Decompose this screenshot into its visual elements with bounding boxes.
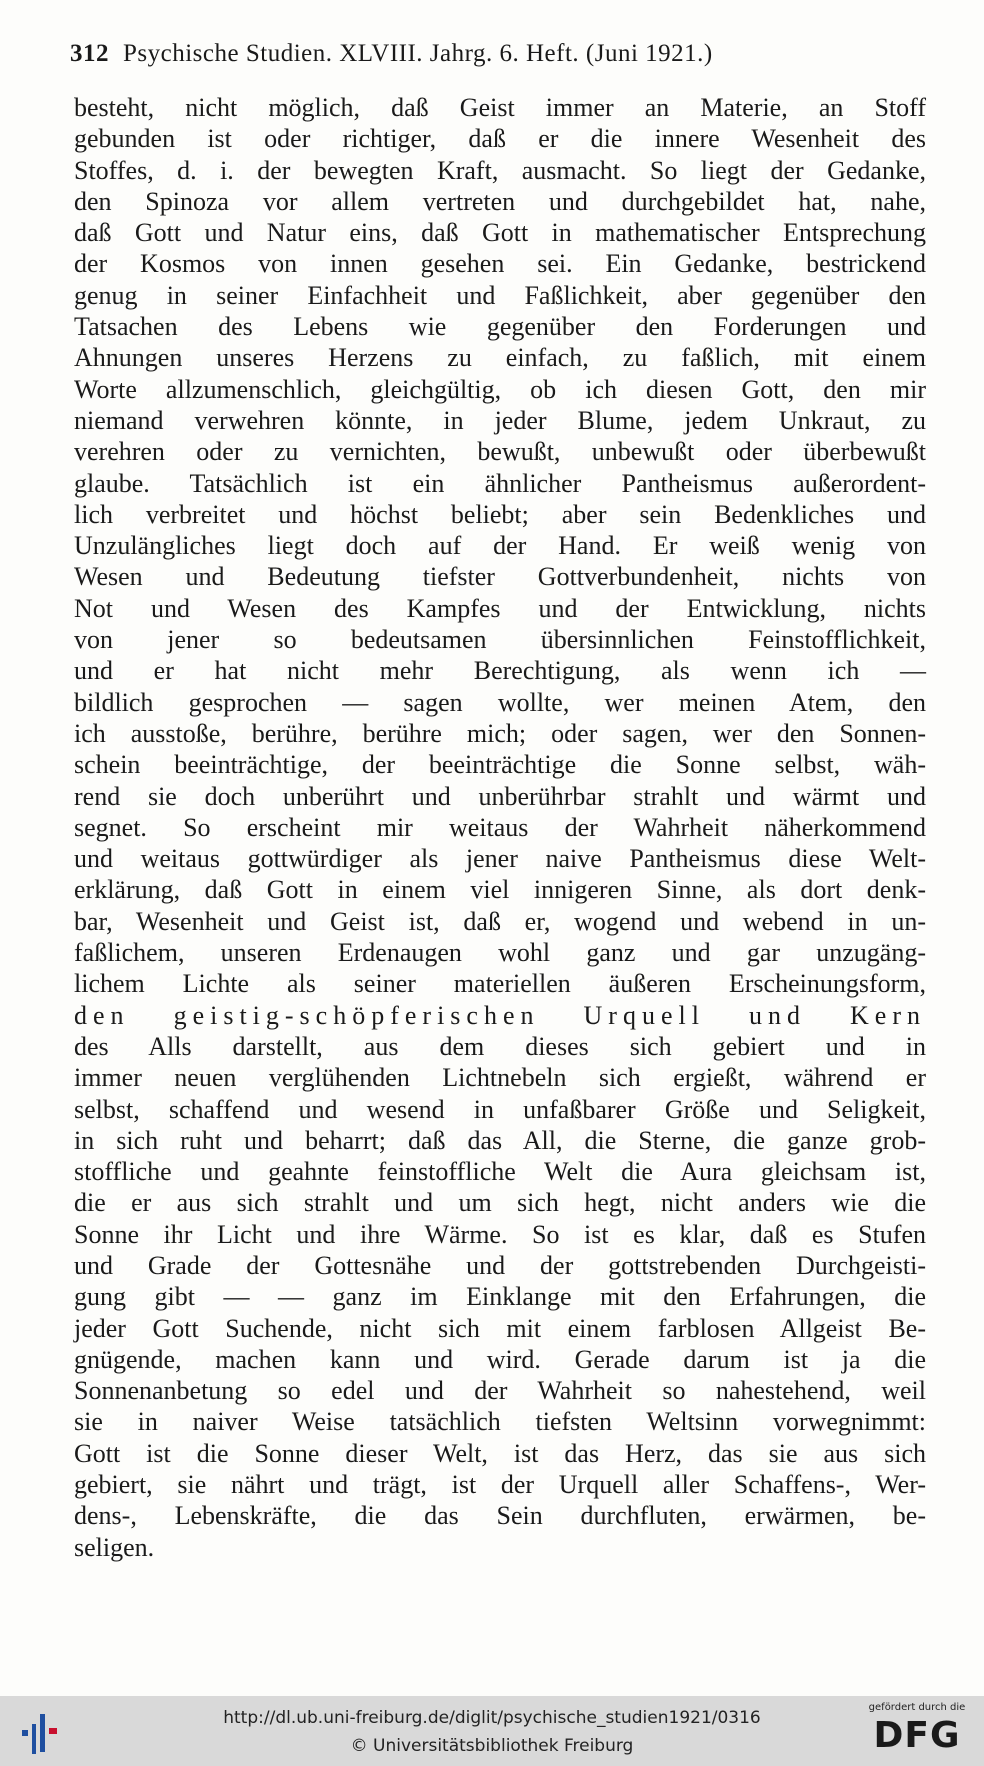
text-line-emphasized: den geistig-schöpferischen Urquell und Kern bbox=[74, 1000, 926, 1030]
text-line: bildlich gesprochen — sagen wollte, wer meinen Atem, den bbox=[74, 687, 926, 717]
text-line: genug in seiner Einfachheit und Faßlichkeit, aber gegenüber den bbox=[74, 280, 926, 310]
text-line: und er hat nicht mehr Berechtigung, als wenn ich — bbox=[74, 656, 926, 686]
text-line: von jener so bedeutsamen übersinnlichen Feinstofflichkeit, bbox=[74, 625, 926, 655]
text-line: Not und Wesen des Kampfes und der Entwicklung, nichts bbox=[74, 593, 926, 623]
text-line: daß Gott und Natur eins, daß Gott in mathematischer Entsprechung bbox=[74, 218, 926, 248]
text-line: gebiert, sie nährt und trägt, ist der Urquell aller Schaffens-, Wer- bbox=[74, 1470, 926, 1500]
text-line: ich ausstoße, berühre, berühre mich; oder sagen, wer den Sonnen- bbox=[74, 718, 926, 748]
text-line: Unzulängliches liegt doch auf der Hand. Er weiß wenig von bbox=[74, 531, 926, 561]
text-line: immer neuen verglühenden Lichtnebeln sich ergießt, während er bbox=[74, 1063, 926, 1093]
permalink[interactable]: http://dl.ub.uni-freiburg.de/diglit/psychische_studien1921/0316 bbox=[223, 1708, 761, 1728]
text-line: den Spinoza vor allem vertreten und durchgebildet hat, nahe, bbox=[74, 186, 926, 216]
text-line: in sich ruht und beharrt; daß das All, die Sterne, die ganze grob- bbox=[74, 1125, 926, 1155]
text-line: lich verbreitet und höchst beliebt; aber sein Bedenkliches und bbox=[74, 499, 926, 529]
text-line: glaube. Tatsächlich ist ein ähnlicher Pantheismus außerordent- bbox=[74, 468, 926, 498]
page-number: 312 bbox=[70, 40, 109, 67]
text-line: gnügende, machen kann und wird. Gerade darum ist ja die bbox=[74, 1344, 926, 1374]
body-text bbox=[74, 92, 926, 1563]
running-header bbox=[70, 40, 930, 68]
text-line: die er aus sich strahlt und um sich hegt, nicht anders wie die bbox=[74, 1188, 926, 1218]
text-line: besteht, nicht möglich, daß Geist immer an Materie, an Stoff bbox=[74, 93, 926, 122]
text-line: und weitaus gottwürdiger als jener naive Pantheismus diese Welt- bbox=[74, 844, 926, 874]
text-line: Wesen und Bedeutung tiefster Gottverbundenheit, nichts von bbox=[74, 562, 926, 592]
text-line: Worte allzumenschlich, gleichgültig, ob ich diesen Gott, den mir bbox=[74, 374, 926, 404]
text-line: selbst, schaffend und wesend in unfaßbarer Größe und Seligkeit, bbox=[74, 1094, 926, 1124]
text-line: erklärung, daß Gott in einem viel innigeren Sinne, als dort denk- bbox=[74, 875, 926, 905]
text-line: sie in naiver Weise tatsächlich tiefsten Weltsinn vorwegnimmt: bbox=[74, 1407, 926, 1437]
text-line: lichem Lichte als seiner materiellen äußeren Erscheinungsform, bbox=[74, 969, 926, 999]
text-line: rend sie doch unberührt und unberührbar strahlt und wärmt und bbox=[74, 781, 926, 811]
text-line: Sonne ihr Licht und ihre Wärme. So ist es klar, daß es Stufen bbox=[74, 1219, 926, 1249]
text-line: schein beeinträchtige, der beeinträchtige die Sonne selbst, wäh- bbox=[74, 750, 926, 780]
dfg-logo bbox=[862, 1702, 972, 1762]
funded-by-label: gefördert durch die bbox=[868, 1702, 966, 1713]
text-line: Gott ist die Sonne dieser Welt, ist das Herz, das sie aus sich bbox=[74, 1438, 926, 1468]
text-line: verehren oder zu vernichten, bewußt, unbewußt oder überbewußt bbox=[74, 437, 926, 467]
text-line: segnet. So erscheint mir weitaus der Wahrheit näherkommend bbox=[74, 812, 926, 842]
dfg-logo-icon: DFG bbox=[873, 1715, 961, 1756]
text-line: Stoffes, d. i. der bewegten Kraft, ausmacht. So liegt der Gedanke, bbox=[74, 155, 926, 185]
text-line: bar, Wesenheit und Geist ist, daß er, wogend und webend in un- bbox=[74, 906, 926, 936]
journal-title: Psychische Studien. XLVIII. Jahrg. 6. Heft. (Juni 1921.) bbox=[123, 40, 713, 67]
text-line: gebunden ist oder richtiger, daß er die innere Wesenheit des bbox=[74, 124, 926, 154]
text-line: niemand verwehren könnte, in jeder Blume, jedem Unkraut, zu bbox=[74, 405, 926, 435]
text-line: Tatsachen des Lebens wie gegenüber den Forderungen und bbox=[74, 312, 926, 342]
text-line-emphasized: des Alls darstellt, aus dem dieses sich gebiert und in bbox=[74, 1031, 926, 1061]
text-line: gung gibt — — ganz im Einklange mit den Erfahrungen, die bbox=[74, 1282, 926, 1312]
text-line: Ahnungen unseres Herzens zu einfach, zu faßlich, mit einem bbox=[74, 343, 926, 373]
text-line: stoffliche und geahnte feinstoffliche Welt die Aura gleichsam ist, bbox=[74, 1157, 926, 1187]
text-line: faßlichem, unseren Erdenaugen wohl ganz und gar unzugäng- bbox=[74, 938, 926, 968]
text-line: seligen. bbox=[74, 1532, 155, 1562]
text-line: dens-, Lebenskräfte, die das Sein durchfluten, erwärmen, be- bbox=[74, 1501, 926, 1531]
viewer-footer bbox=[0, 1696, 984, 1766]
text-line: und Grade der Gottesnähe und der gottstrebenden Durchgeisti- bbox=[74, 1250, 926, 1280]
text-line: jeder Gott Suchende, nicht sich mit einem farblosen Allgeist Be- bbox=[74, 1313, 926, 1343]
copyright-notice: © Universitätsbibliothek Freiburg bbox=[350, 1736, 634, 1756]
text-line: Sonnenanbetung so edel und der Wahrheit so nahestehend, weil bbox=[74, 1376, 926, 1406]
text-line: der Kosmos von innen gesehen sei. Ein Gedanke, bestrickend bbox=[74, 249, 926, 279]
